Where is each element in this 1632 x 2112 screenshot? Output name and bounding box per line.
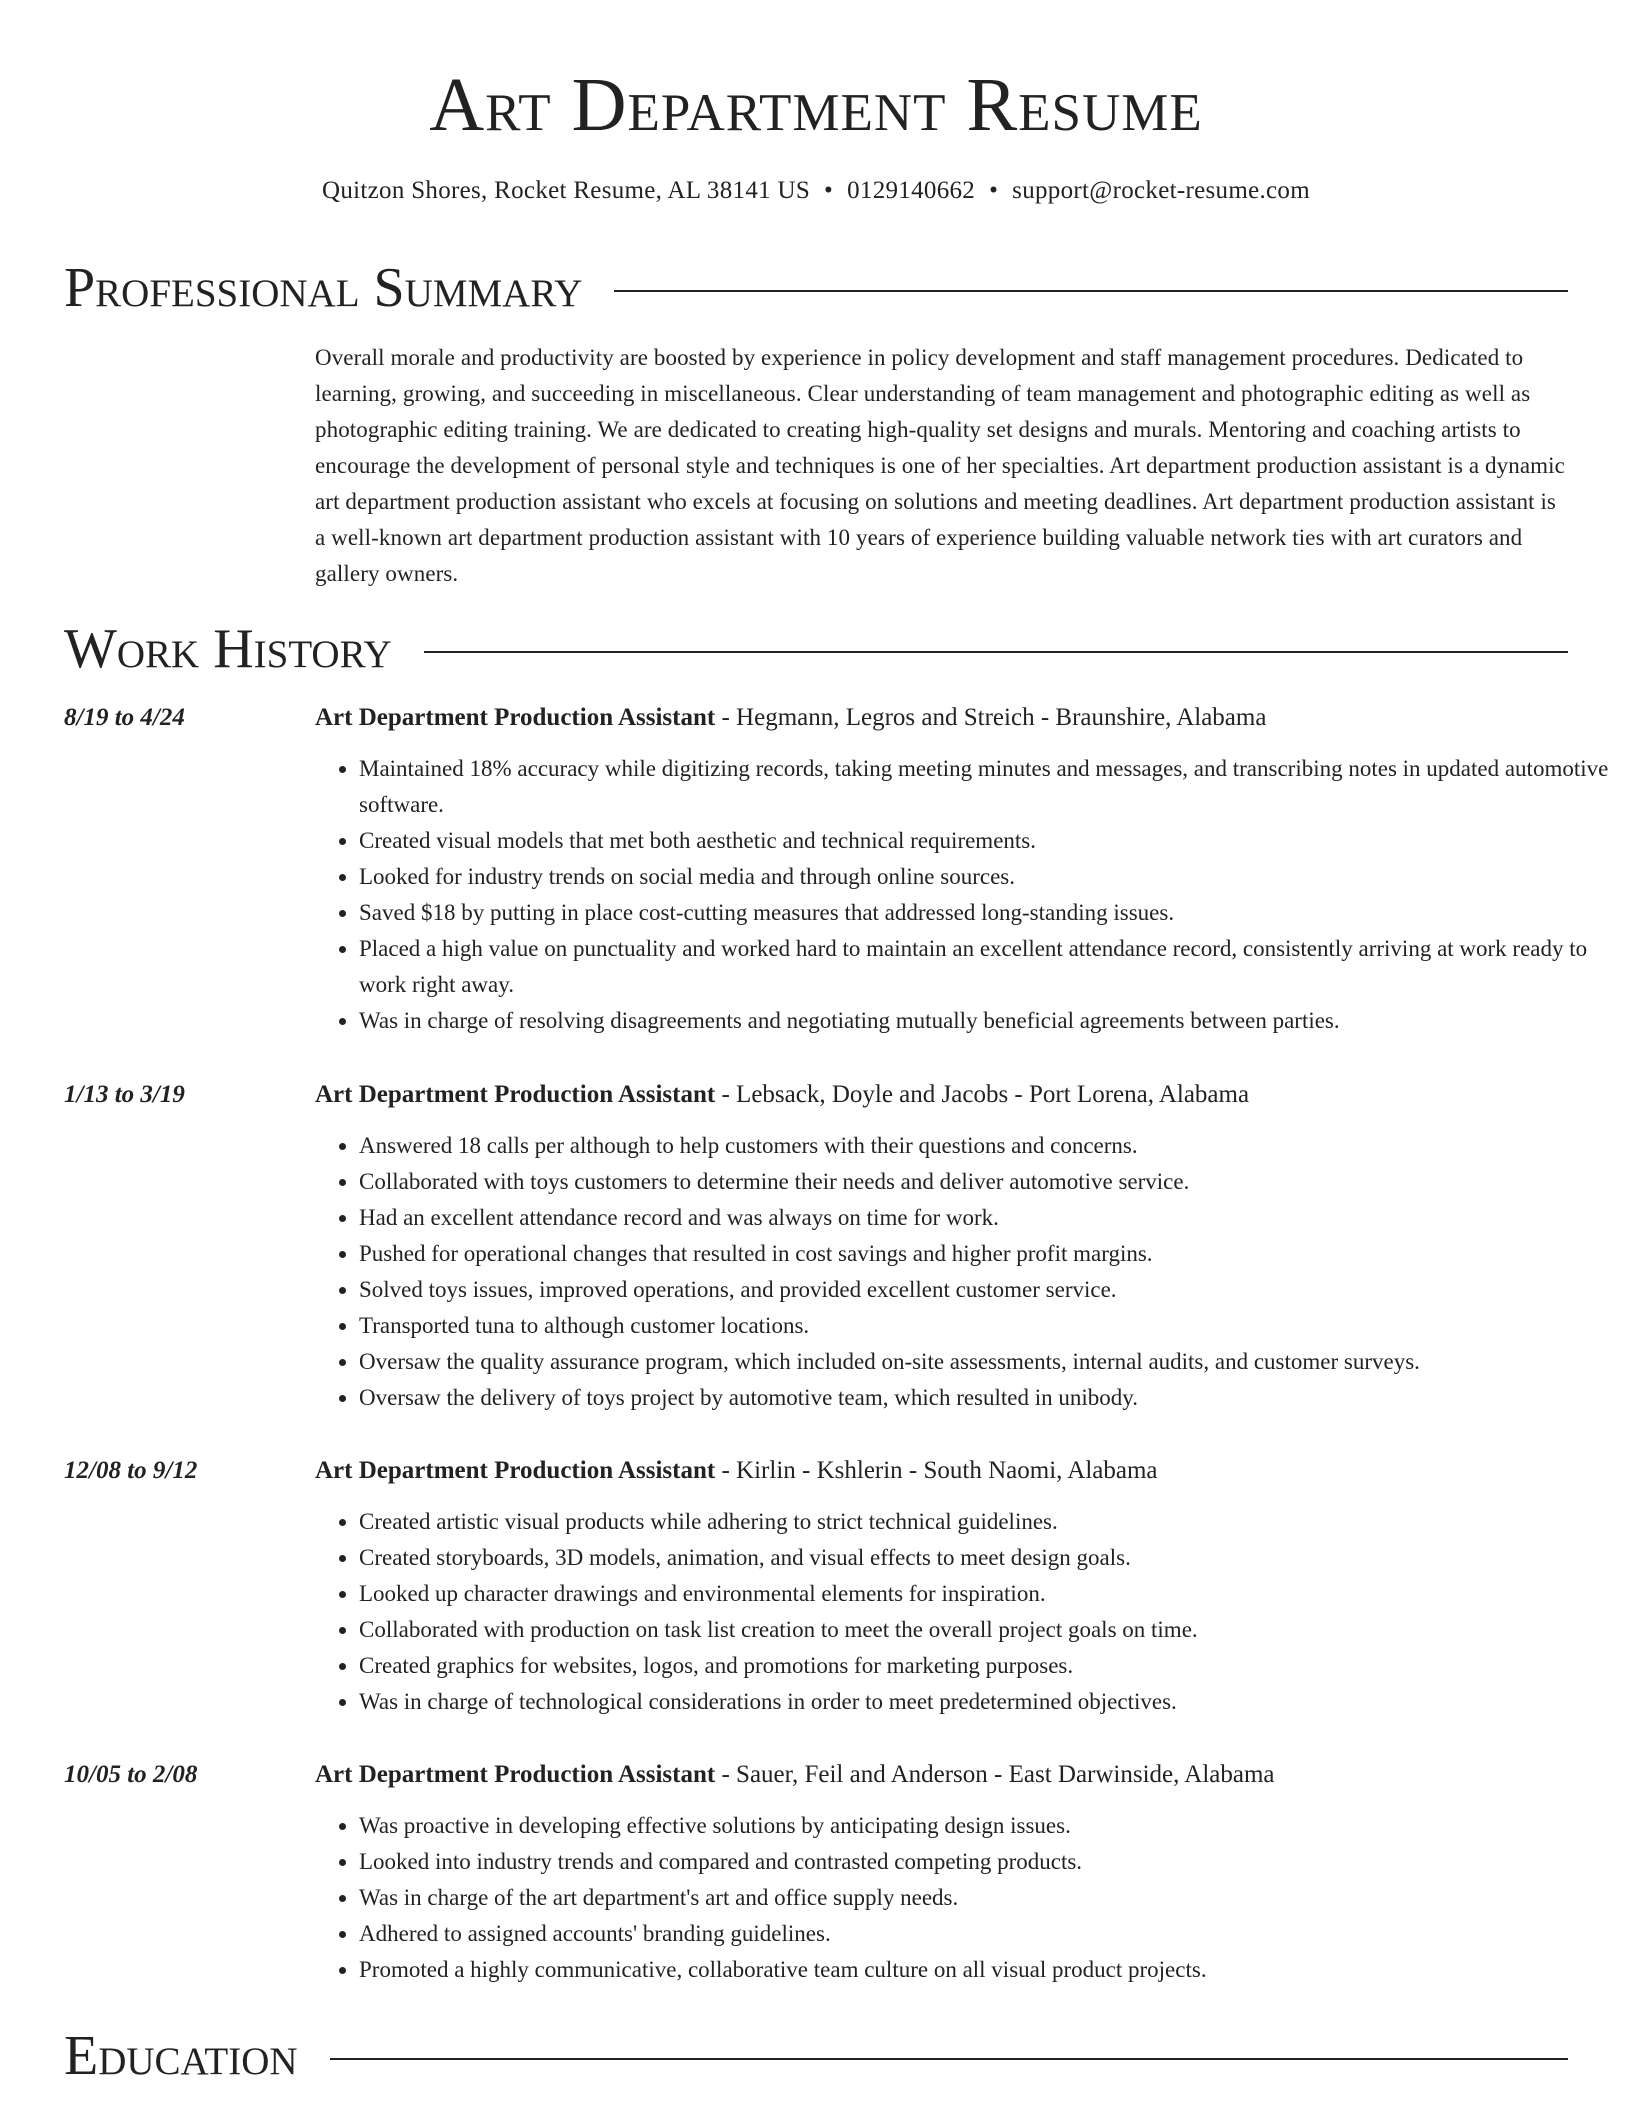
job-bullet: • Collaborated with production on task list creation to meet the overall project goals on time. [359,1612,1609,1648]
job-bullet: • Oversaw the quality assurance program, which included on-site assessments, internal audits, and customer surveys. [359,1344,1609,1380]
job-dates: 10/05 to 2/08 [64,1761,198,1788]
job-title: Art Department Production Assistant [315,704,716,731]
job-bullet: • Oversaw the delivery of toys project by automotive team, which resulted in unibody. [359,1380,1609,1416]
job-bullet: • Was in charge of resolving disagreements and negotiating mutually beneficial agreements between parties. [359,1003,1609,1039]
section-header-work-history [64,619,1568,679]
contact-phone: 0129140662 [847,177,976,204]
job-bullet: • Collaborated with toys customers to determine their needs and deliver automotive service. [359,1164,1609,1200]
job-bullet: • Maintained 18% accuracy while digitizing records, taking meeting minutes and messages, and transcribing notes in updated automotive software. [359,751,1609,823]
job-bullet: • Transported tuna to although customer locations. [359,1308,1609,1344]
resume-title: Art Department Resume [429,63,1203,147]
job-bullet: • Adhered to assigned accounts' branding guidelines. [359,1916,1609,1952]
section-header-summary [64,258,1568,318]
job-bullets [315,751,1609,1039]
job-details: - Lebsack, Doyle and Jacobs - Port Lorena, Alabama [715,1081,1250,1108]
job-bullet: • Created visual models that met both aesthetic and technical requirements. [359,823,1609,859]
section-title-education: Education [64,2025,298,2087]
job-bullet: • Solved toys issues, improved operations, and provided excellent customer service. [359,1272,1609,1308]
job-bullet: • Created artistic visual products while adhering to strict technical guidelines. [359,1504,1609,1540]
job-details: - Sauer, Feil and Anderson - East Darwinside, Alabama [715,1761,1275,1788]
contact-line [0,174,1632,208]
job-bullet: • Looked up character drawings and environmental elements for inspiration. [359,1576,1609,1612]
job-heading [315,1758,1565,1792]
job-heading [315,1454,1565,1488]
job-heading [315,1078,1565,1112]
job-bullet: • Was in charge of the art department's art and office supply needs. [359,1880,1609,1916]
professional-summary-text: Overall morale and productivity are boosted by experience in policy development and staff management procedures. Dedicated to learning, growing, and succeeding in miscellaneous. Clear understanding of team management and photographic editing as well as photographic editing training. We are dedicated to creating high-quality set designs and murals. Mentoring and coaching artists to encourage the development of personal style and techniques is one of her specialties. Art department production assistant is a dynamic art department production assistant who excels at focusing on solutions and meeting deadlines. Art department production assistant is a well-known art department production assistant with 10 years of experience building valuable network ties with art curators and gallery owners. [315,345,1565,586]
job-bullet: • Created graphics for websites, logos, and promotions for marketing purposes. [359,1648,1609,1684]
contact-email[interactable]: support@rocket-resume.com [1012,177,1310,204]
job-bullet: • Was in charge of technological considerations in order to meet predetermined objectives. [359,1684,1609,1720]
job-details: - Hegmann, Legros and Streich - Braunshire, Alabama [715,704,1267,731]
job-bullet: • Looked for industry trends on social media and through online sources. [359,859,1609,895]
job-dates: 12/08 to 9/12 [64,1457,198,1484]
section-title-summary: Professional Summary [64,257,583,319]
job-bullet: • Promoted a highly communicative, collaborative team culture on all visual product projects. [359,1952,1609,1988]
section-divider [424,651,1568,653]
job-bullet: • Saved $18 by putting in place cost-cutting measures that addressed long-standing issues. [359,895,1609,931]
contact-separator: • [824,177,834,204]
job-bullets [315,1808,1609,1988]
section-divider [330,2058,1568,2060]
job-bullet: • Pushed for operational changes that resulted in cost savings and higher profit margins. [359,1236,1609,1272]
section-header-education [64,2026,1568,2086]
job-title: Art Department Production Assistant [315,1761,716,1788]
job-dates: 8/19 to 4/24 [64,704,185,731]
contact-address: Quitzon Shores, Rocket Resume, AL 38141 US [322,177,811,204]
job-bullet: • Answered 18 calls per although to help customers with their questions and concerns. [359,1128,1609,1164]
job-bullets [315,1128,1609,1416]
job-title: Art Department Production Assistant [315,1081,716,1108]
job-bullet: • Created storyboards, 3D models, animation, and visual effects to meet design goals. [359,1540,1609,1576]
job-details: - Kirlin - Kshlerin - South Naomi, Alabama [715,1457,1158,1484]
job-dates: 1/13 to 3/19 [64,1081,185,1108]
section-title-work-history: Work History [64,618,392,680]
job-heading [315,701,1565,735]
job-title: Art Department Production Assistant [315,1457,716,1484]
contact-separator: • [989,177,999,204]
job-bullets [315,1504,1609,1720]
job-bullet: • Placed a high value on punctuality and worked hard to maintain an excellent attendance record, consistently arriving at work ready to work right away. [359,931,1609,1003]
section-divider [614,290,1568,292]
job-bullet: • Had an excellent attendance record and was always on time for work. [359,1200,1609,1236]
job-bullet: • Looked into industry trends and compared and contrasted competing products. [359,1844,1609,1880]
job-bullet: • Was proactive in developing effective solutions by anticipating design issues. [359,1808,1609,1844]
